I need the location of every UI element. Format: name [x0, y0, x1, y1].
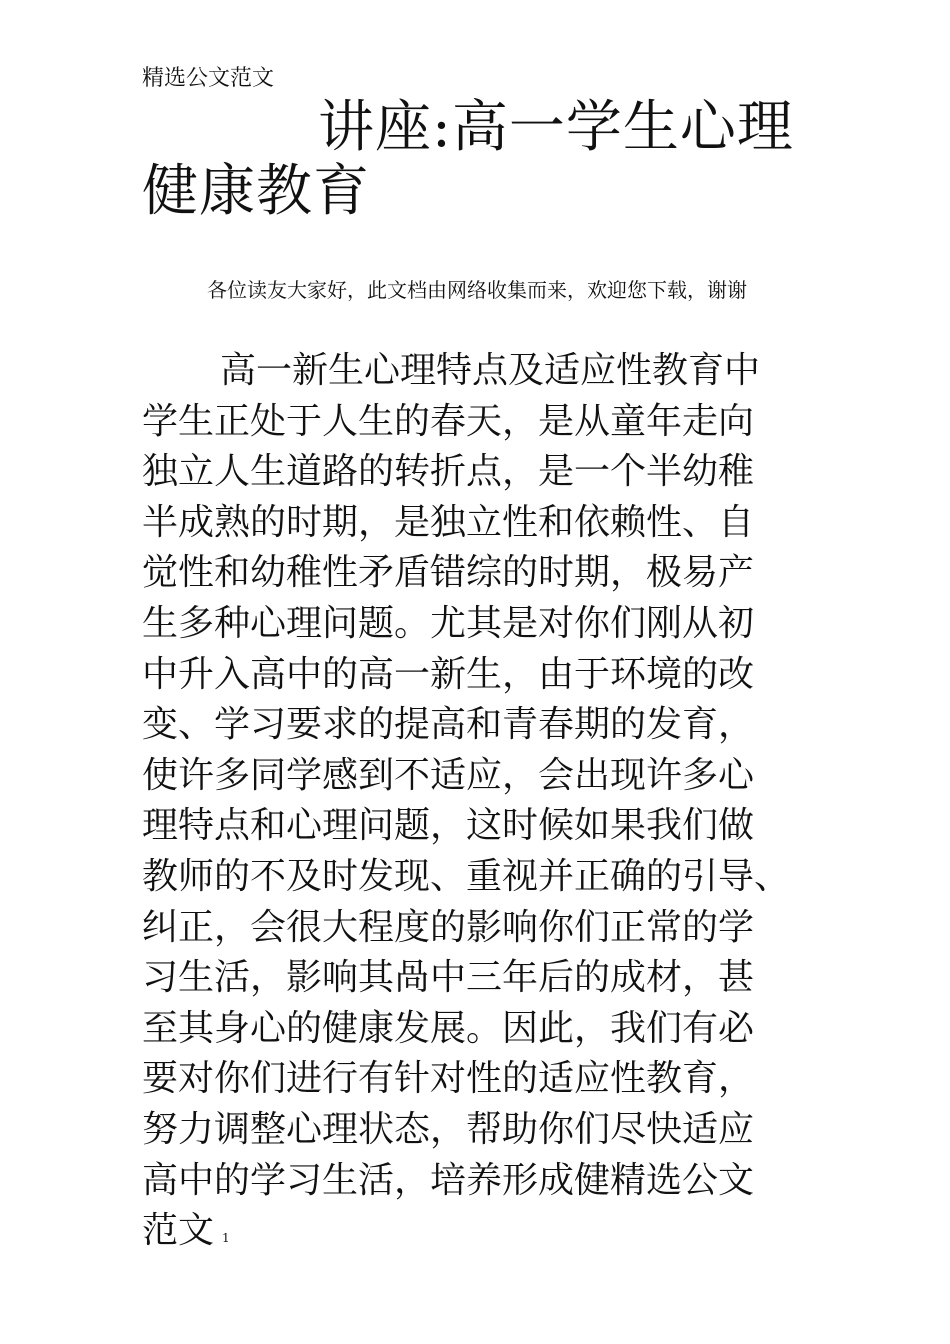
title-line-1: 讲座:高一学生心理 [318, 95, 794, 160]
download-notice: 各位读友大家好，此文档由网络收集而来，欢迎您下载，谢谢 [207, 278, 747, 302]
body-line: 至其身心的健康发展。因此，我们有必 [142, 1007, 755, 1049]
page-number: 1 [222, 1231, 230, 1246]
body-line: 纠正，会很大程度的影响你们正常的学 [142, 906, 755, 948]
body-last-line [142, 1206, 822, 1257]
body-line: 独立人生道路的转折点，是一个半幼稚 [142, 451, 755, 493]
body-line: 高中的学习生活，培养形成健精选公文 [142, 1159, 755, 1201]
body-line: 范文 [142, 1210, 215, 1252]
body-line: 半成熟的时期，是独立性和依赖性、自 [142, 501, 755, 543]
title-line-2: 健康教育 [142, 159, 370, 224]
body-line: 中升入高中的高一新生，由于环境的改 [142, 653, 755, 695]
body-line: 使许多同学感到不适应，会出现许多心 [142, 754, 755, 796]
body-line: 理特点和心理问题，这时候如果我们做 [142, 805, 755, 847]
document-header-label: 精选公文范文 [142, 66, 275, 91]
body-line: 变、学习要求的提高和青春期的发育， [142, 704, 755, 746]
body-line: 努力调整心理状态，帮助你们尽快适应 [142, 1108, 755, 1150]
body-line: 要对你们进行有针对性的适应性教育， [142, 1058, 755, 1100]
body-line: 觉性和幼稚性矛盾错综的时期，极易产 [142, 552, 755, 594]
document-title [142, 96, 822, 224]
body-line: 学生正处于人生的春天，是从童年走向 [142, 400, 755, 442]
body-line: 教师的不及时发现、重视并正确的引导、 [142, 855, 791, 897]
body-line: 生多种心理问题。尤其是对你们刚从初 [142, 602, 755, 644]
body-line: 高一新生心理特点及适应性教育中 [220, 350, 761, 391]
body-paragraph [142, 346, 822, 1257]
body-line: 习生活，影响其咼中三年后的成材，甚 [142, 957, 755, 999]
